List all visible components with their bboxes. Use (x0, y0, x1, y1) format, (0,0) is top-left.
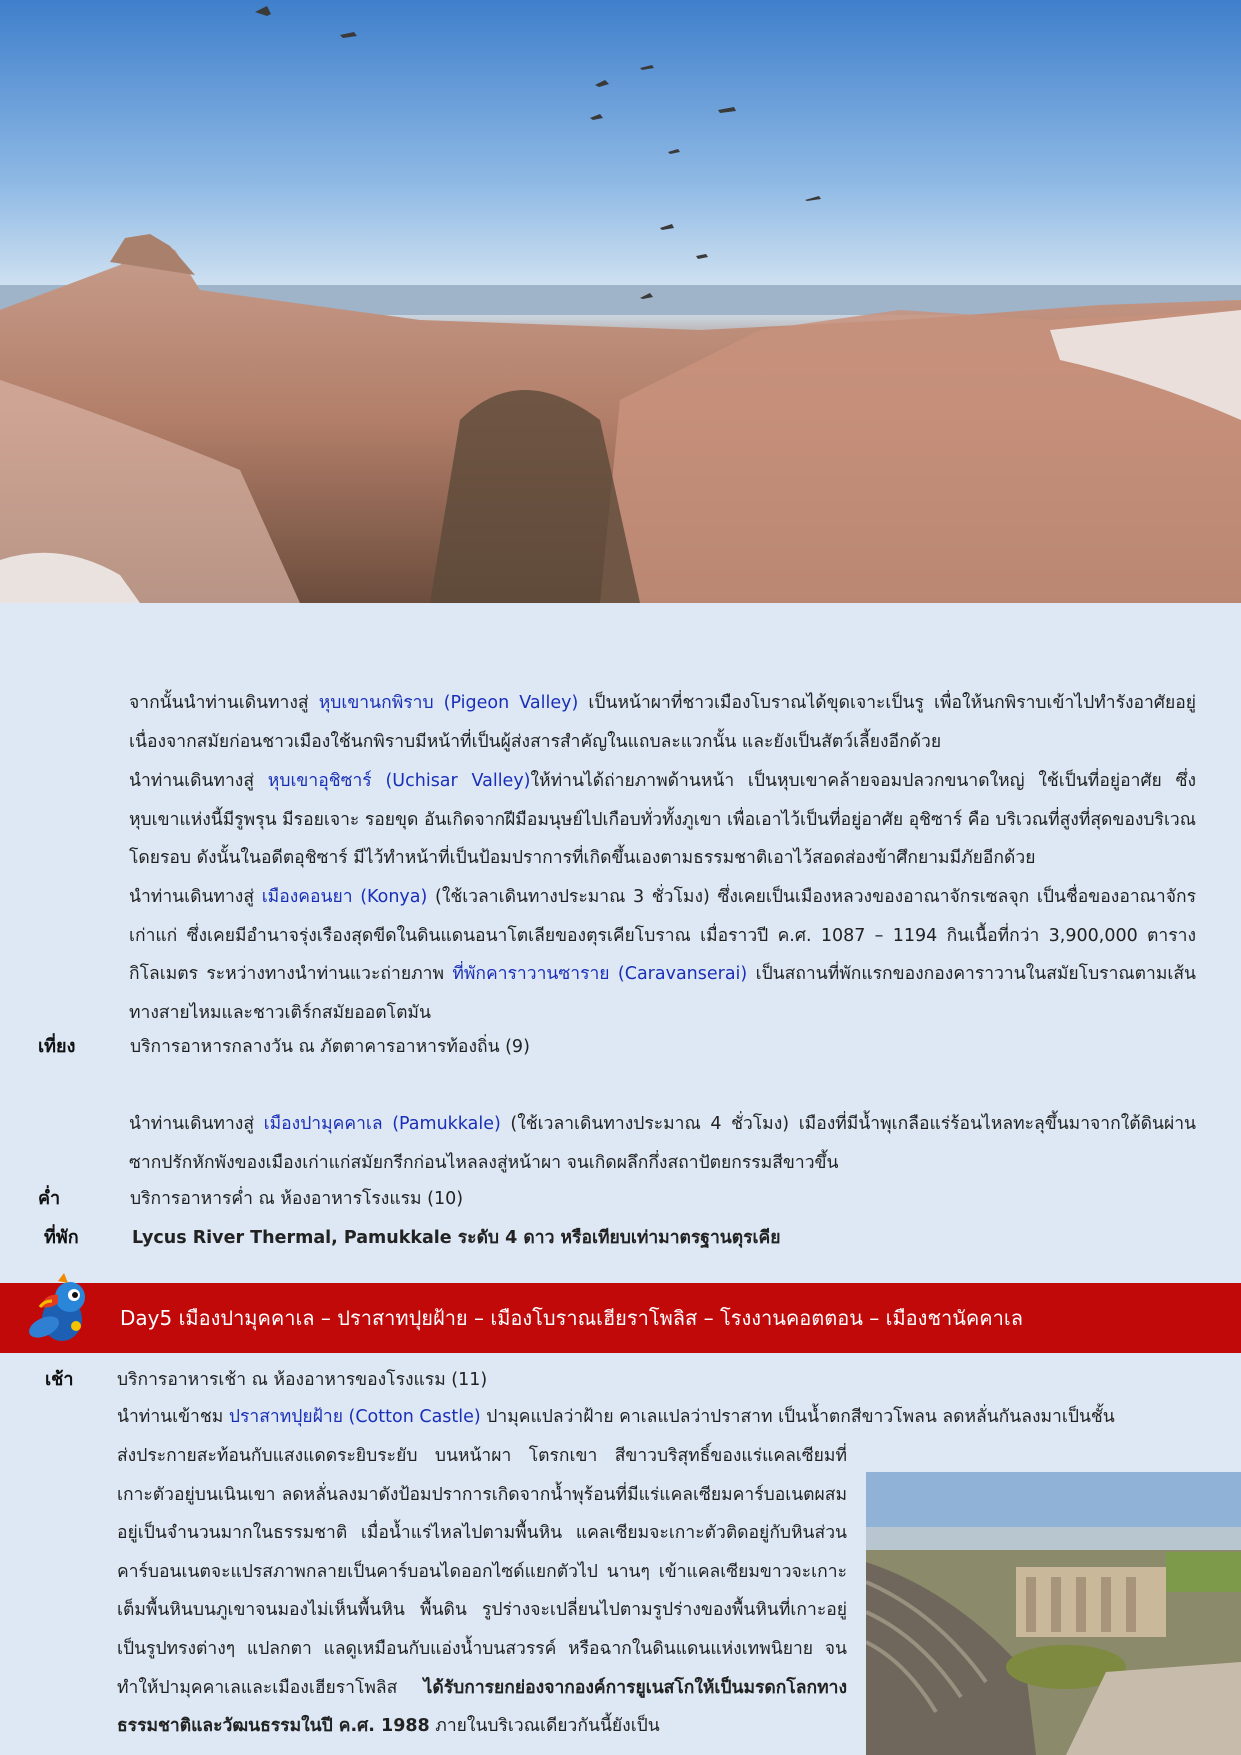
hotel-text: Lycus River Thermal, Pamukkale ระดับ 4 ดาว หรือเทียบเท่ามาตรฐานตุรเคีย (132, 1228, 781, 1248)
cotton-castle-intro (117, 1398, 1196, 1437)
unesco-highlight: ได้รับการยกย่องจากองค์การยูเนสโกให้เป็นมรดกโลกทางธรรมชาติและวัฒนธรรมในปี ค.ศ. 1988 (117, 1677, 847, 1737)
paragraph-text: (ใช้เวลาเดินทางประมาณ 3 ชั่วโมง) ซึ่งเคยเป็นเมืองหลวงของอาณาจักรเซลจุก เป็นชื่อของอาณาจักรเก่าแก่ ซึ่งเคยมีอำนาจรุ่งเรืองสุดขีดในดินแดนอนาโตเลียของตุรเคียโบราณ เมื่อราวปี ค.ศ. 1087 – 1194 กินเนื้อที่กว่า 3,900,000 ตารางกิโลเมตร ระหว่างทางนำท่านแวะถ่ายภาพ (129, 887, 1196, 985)
paragraph-text: (ใช้เวลาเดินทางประมาณ 4 ชั่วโมง) เมืองที่มีน้ำพุเกลือแร่ร้อนไหลทะลุขึ้นมาจากใต้ดินผ่านซากปรักหักพังของเมืองเก่าแก่สมัยกรีกก่อนไหลลงสู่หน้าผา จนเกิดผลึกกึ่งสถาปัตยกรรมสีขาวขึ้น (129, 1114, 1196, 1173)
pigeon-valley-paragraph (129, 684, 1196, 761)
paragraph-text: นำท่านเดินทางสู่ (129, 771, 268, 791)
hierapolis-theatre-image (866, 1472, 1241, 1755)
dinner-text: บริการอาหารค่ำ ณ ห้องอาหารโรงแรม (10) (130, 1189, 464, 1209)
lunch-label: เที่ยง (38, 1036, 76, 1057)
paragraph-text: นำท่านเดินทางสู่ (129, 1114, 264, 1134)
dinner-label: ค่ำ (38, 1188, 61, 1209)
paragraph-text: ส่งประกายสะท้อนกับแสงแดดระยิบระยับ บนหน้าผา โตรกเขา สีขาวบริสุทธิ์ของแร่แคลเซียมที่เกาะตัวอยู่บนเนินเขา ลดหลั่นลงมาดังป้อมปราการเกิดจากน้ำพุร้อนที่มีแร่แคลเซียมคาร์บอเนตผสมอยู่เป็นจำนวนมากในธรรมชาติ เมื่อน้ำแร่ไหลไปตามพื้นหิน แคลเซียมจะเกาะตัวติดอยู่กับหินส่วนคาร์บอนเนตจะแปรสภาพกลายเป็นคาร์บอนไดออกไซด์แยกตัวไป นานๆ เข้าแคลเซียมขาวจะเกาะเต็มพื้นหินบนภูเขาจนมองไม่เห็นพื้นหิน พื้นดิน รูปร่างจะเปลี่ยนไปตามรูปร่างของพื้นหินที่เกาะอยู่เป็นรูปทรงต่างๆ แปลกตา แลดูเหมือนกับแอ่งน้ำบนสวรรค์ หรือฉากในดินแดนแห่งเทพนิยาย จนทำให้ปามุคคาเลและเมืองเฮียราโพลิส (117, 1446, 847, 1698)
day5-title: Day5 เมืองปามุคคาเล – ปราสาทปุยฝ้าย – เมืองโบราณเฮียราโพลิส – โรงงานคอตตอน – เมืองชานัคคาเล (120, 1306, 1023, 1330)
hotel-label: ที่พัก (44, 1227, 79, 1248)
place-name-konya: เมืองคอนยา (Konya) (261, 887, 428, 907)
place-name-pamukkale: เมืองปามุคคาเล (Pamukkale) (263, 1114, 501, 1134)
paragraph-text: ให้ท่านได้ถ่ายภาพด้านหน้า เป็นหุบเขาคล้ายจอมปลวกขนาดใหญ่ ใช้เป็นที่อยู่อาศัย ซึ่งหุบเขาแห่งนี้มีรูพรุน มีรอยเจาะ รอยขุด อันเกิดจากฝีมือมนุษย์ไปเกือบทั่วทั้งภูเขา เพื่อเอาไว้เป็นที่อยู่อาศัย อุชิซาร์ คือ บริเวณที่สูงที่สุดของบริเวณโดยรอบ ดังนั้นในอดีตอุชิซาร์ มีไว้ทำหน้าที่เป็นป้อมปราการที่เกิดขึ้นเองตามธรรมชาติเอาไว้สอดส่องข้าศึกยามมีภัยอีกด้วย (129, 771, 1197, 869)
hero-photo (0, 0, 1241, 603)
pamukkale-paragraph (129, 1105, 1196, 1182)
paragraph-text: เป็นสถานที่พักแรกของกองคาราวานในสมัยโบราณตามเส้นทางสายไหมและชาวเติร์กสมัยออตโตมัน (129, 964, 1196, 1023)
parrot-mascot-icon (18, 1271, 98, 1351)
paragraph-text: ปามุคแปลว่าฝ้าย คาเลแปลว่าปราสาท เป็นน้ำตกสีขาวโพลน ลดหลั่นกันลงมาเป็นชั้น (480, 1407, 1115, 1427)
cotton-castle-paragraph (117, 1437, 847, 1746)
paragraph-text: เป็นหน้าผาที่ชาวเมืองโบราณได้ขุดเจาะเป็นรู เพื่อให้นกพิราบเข้าไปทำรังอาศัยอยู่ เนื่องจากสมัยก่อนชาวเมืองใช้นกพิราบมีหน้าที่เป็นผู้ส่งสารสำคัญในแถบละแวกนั้น และยังเป็นสัตว์เลี้ยงอีกด้วย (129, 693, 1196, 752)
lunch-text: บริการอาหารกลางวัน ณ ภัตตาคารอาหารท้องถิ่น (9) (130, 1037, 530, 1057)
paragraph-text: ภายในบริเวณเดียวกันนี้ยังเป็น (429, 1716, 660, 1737)
place-name-uchisar: หุบเขาอุชิซาร์ (Uchisar Valley) (267, 771, 531, 791)
day5-header-band (0, 1283, 1241, 1353)
cappadocia-landscape (0, 0, 1241, 603)
place-name-cotton-castle: ปราสาทปุยฝ้าย (Cotton Castle) (228, 1407, 481, 1427)
breakfast-label: เช้า (45, 1369, 74, 1390)
hierapolis-photo (866, 1472, 1241, 1755)
paragraph-text: นำท่านเดินทางสู่ (129, 887, 262, 907)
paragraph-text: จากนั้นนำท่านเดินทางสู่ (129, 693, 319, 713)
place-name-caravanserai: ที่พักคาราวานซาราย (Caravanserai) (452, 964, 748, 985)
uchisar-paragraph (129, 762, 1196, 878)
breakfast-text: บริการอาหารเช้า ณ ห้องอาหารของโรงแรม (11) (117, 1370, 488, 1390)
konya-paragraph (129, 878, 1196, 1032)
place-name-pigeon-valley: หุบเขานกพิราบ (Pigeon Valley) (318, 693, 579, 713)
paragraph-text: นำท่านเข้าชม (117, 1407, 229, 1427)
